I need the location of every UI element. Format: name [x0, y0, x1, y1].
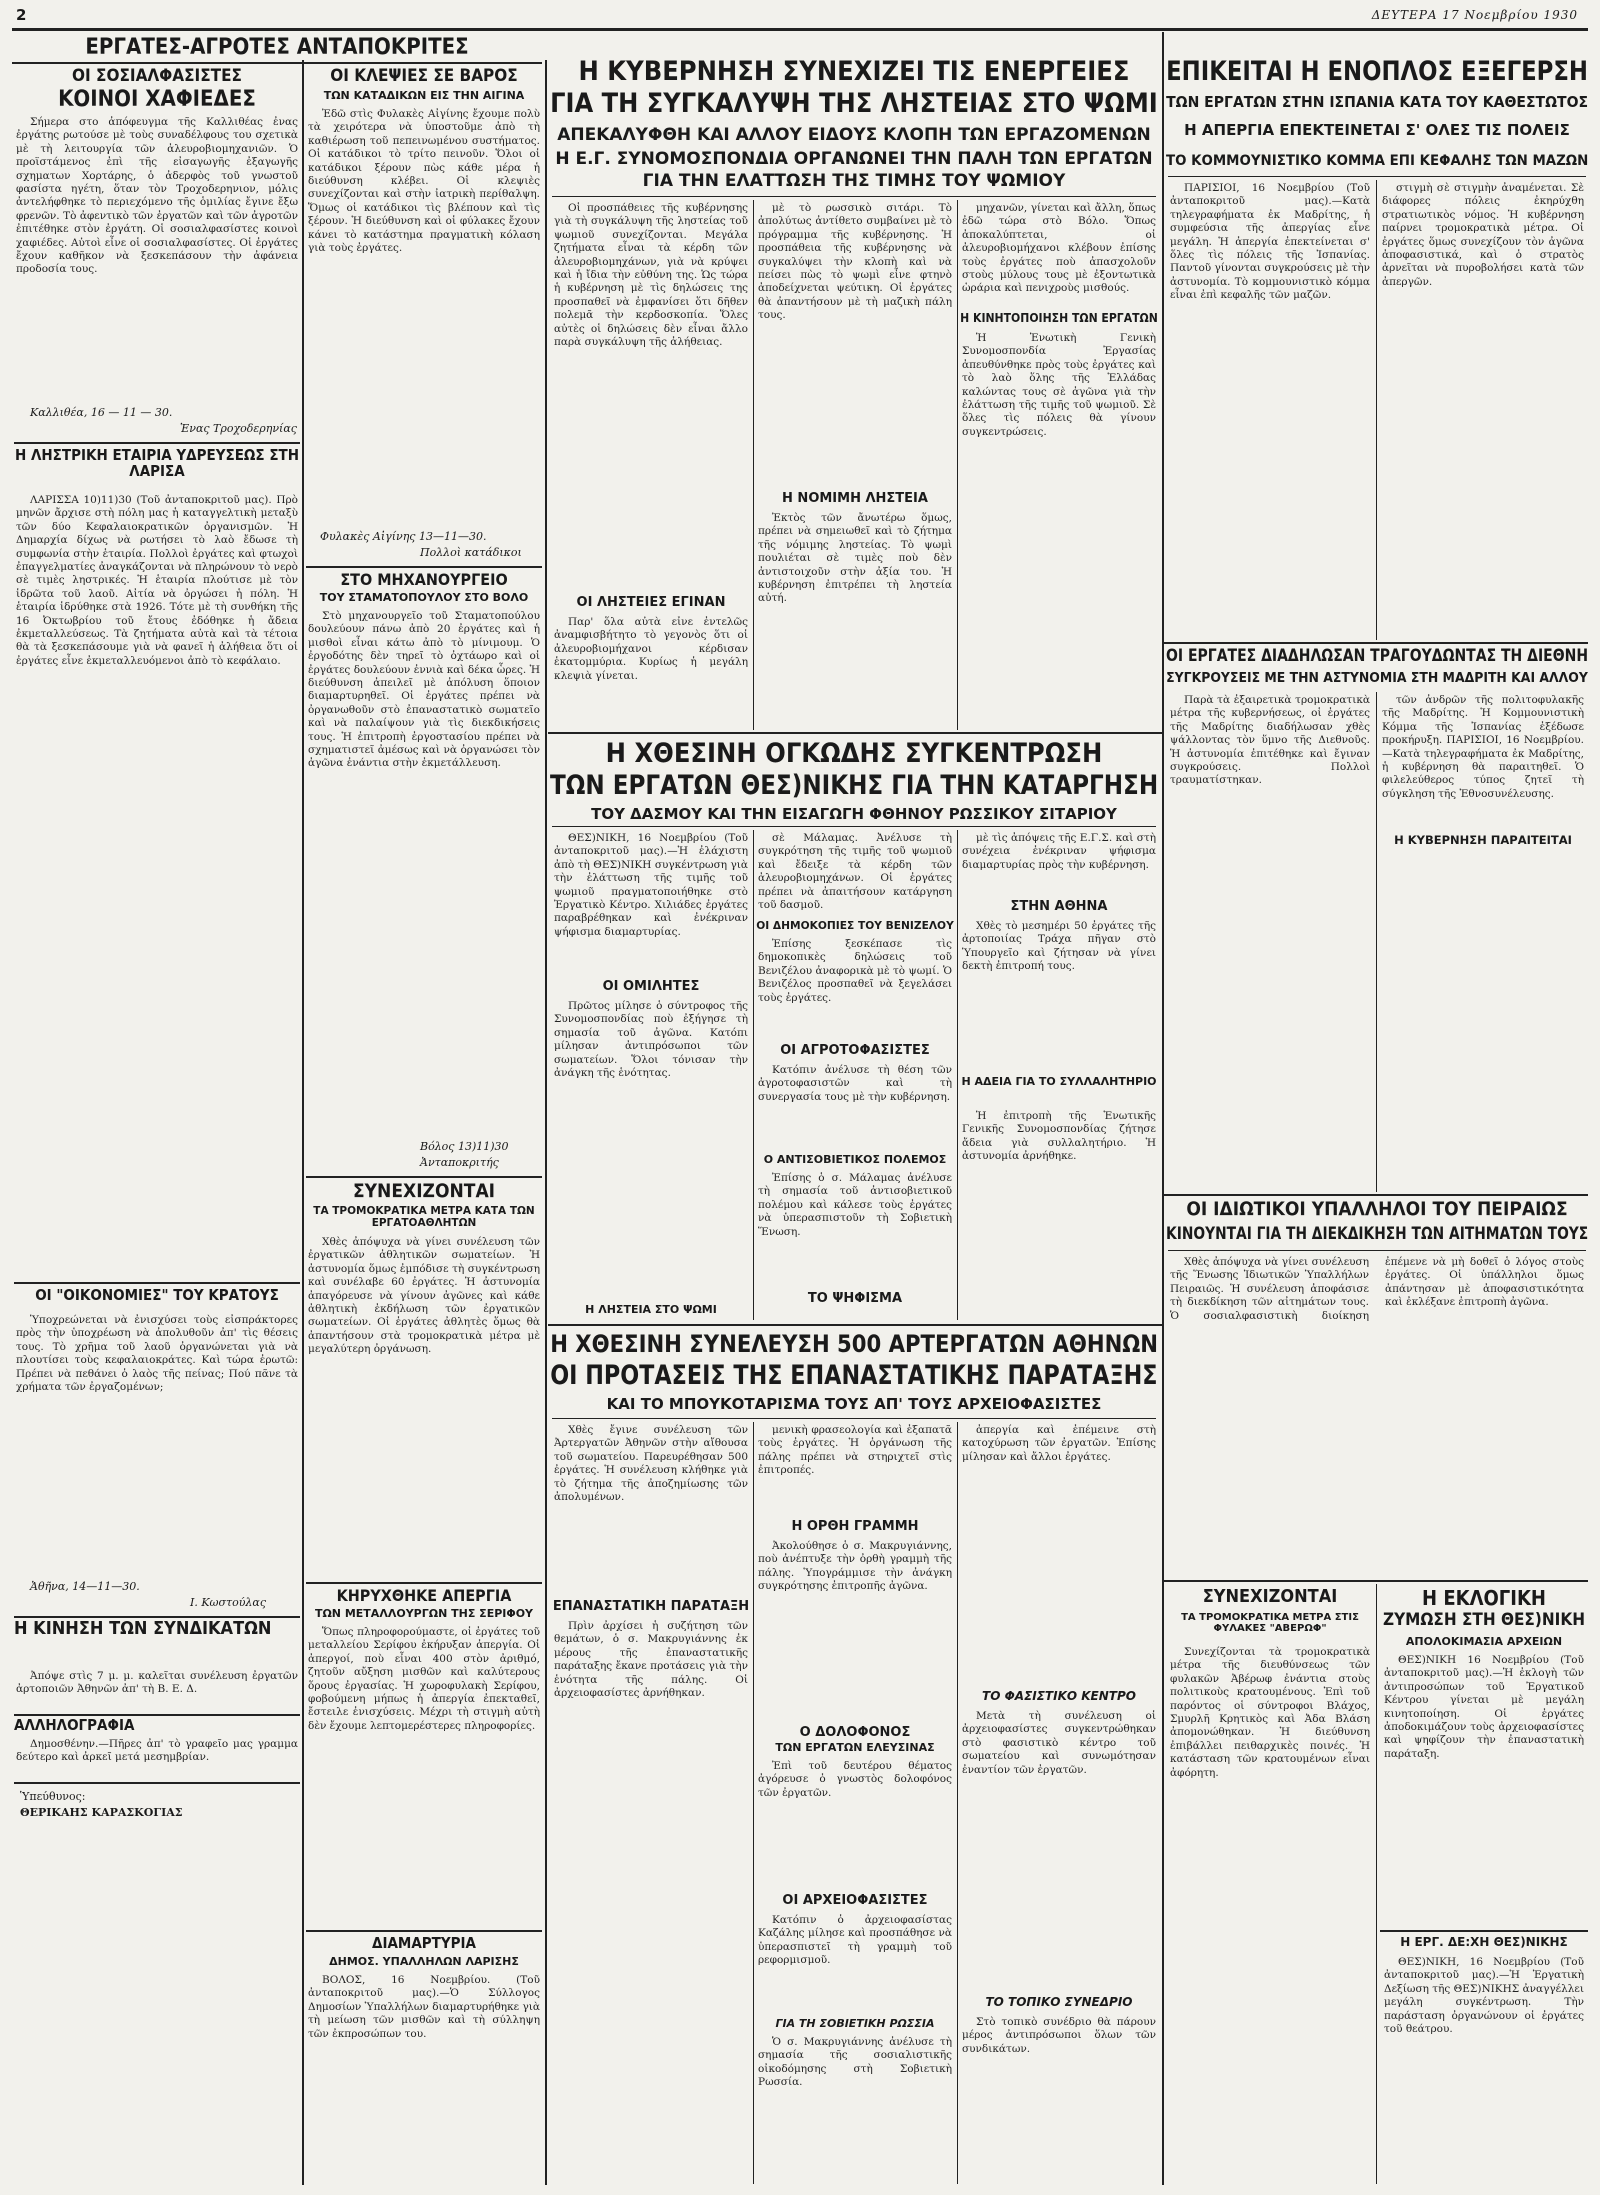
subheading: Η ΟΡΘΗ ΓΡΑΜΜΗ	[791, 1519, 919, 1534]
article-rule	[1164, 1580, 1588, 1582]
headline: ΓΙΑ ΤΗ ΣΥΓΚΑΛΥΨΗ ΤΗΣ ΛΗΣΤΕΙΑΣ ΣΤΟ ΨΩΜΙ	[550, 88, 1158, 119]
section-rule	[12, 62, 542, 64]
subheading: ΤΟ ΤΟΠΙΚΟ ΣΥΝΕΔΡΙΟ	[985, 1995, 1133, 2009]
column-rule	[1376, 180, 1377, 640]
article-body: Ἐκτὸς τῶν ἄνωτέρω ὅμως, πρέπει νὰ σημειωθεῖ καὶ τὸ ζήτημα τῆς νόμιμης ληστείας. Τὸ ψωμὶ πουλιέται σὲ τιμὲς ποὺ δὲν ἀντιστοιχοῦν στὴν ἀξία του. Ἡ κυβέρνηση ἐπιτρέπει τὴ ληστεία αὐτή.	[758, 512, 952, 605]
article-body: ΘΕΣ)ΝΙΚΗ, 16 Νοεμβρίου (Τοῦ ἀνταποκριτοῦ μας).—Ἡ Ἐργατικὴ Δεξίωση τῆς ΘΕΣ)ΝΙΚΗΣ ἀναγγέλλει μεγάλη συγκέντρωση. Τὴν παράσταση ὀργανώνουν οἱ ἐργάτες τοῦ θεάτρου.	[1384, 1956, 1584, 2036]
article-author: Πολλοὶ κατάδικοι	[420, 546, 522, 559]
headline: Η ΚΥΒΕΡΝΗΣΗ ΣΥΝΕΧΙΖΕΙ ΤΙΣ ΕΝΕΡΓΕΙΕΣ	[578, 56, 1130, 87]
article-subtitle: ΔΗΜΟΣ. ΥΠΑΛΛΗΛΩΝ ΛΑΡΙΣΗΣ	[329, 1955, 519, 1968]
deck: ΚΑΙ ΤΟ ΜΠΟΥΚΟΤΑΡΙΣΜΑ ΤΟΥΣ ΑΠ' ΤΟΥΣ ΑΡΧΕΙΟΦΑΣΙΣΤΕΣ	[606, 1395, 1102, 1413]
deck-rule	[1168, 176, 1586, 177]
subheading: Η ΑΔΕΙΑ ΓΙΑ ΤΟ ΣΥΛΛΑΛΗΤΗΡΙΟ	[961, 1075, 1157, 1088]
article-rule	[306, 566, 542, 568]
column-rule	[1376, 692, 1377, 1192]
article-title: ΟΙ ΚΛΕΨΙΕΣ ΣΕ ΒΑΡΟΣ	[330, 66, 518, 86]
article-rule	[14, 1782, 300, 1784]
article-title: ΣΥΝΕΧΙΖΟΝΤΑΙ	[352, 1180, 496, 1202]
headline: ΣΥΝΕΧΙΖΟΝΤΑΙ	[1202, 1586, 1338, 1607]
article-rule	[306, 1930, 542, 1932]
subheading: Η ΚΙΝΗΤΟΠΟΙΗΣΗ ΤΩΝ ΕΡΓΑΤΩΝ	[960, 311, 1158, 325]
article-body: Οἱ προσπάθειες τῆς κυβέρνησης γιὰ τὴ συγκάλυψη τῆς ληστείας τοῦ ψωμιοῦ συνεχίζονται. Μεγάλα ζητήματα εἶναι τὰ κέρδη τῶν ἀλευροβιομηχάνων, γιὰ νὰ κρύψει καὶ ἡ ἴδια τὴν εὐθύνη της. Ὡς τώρα ἡ κυβέρνηση μὲ τὶς δηλώσεις της προσπαθεῖ νὰ ἐμφανίσει ὅτι δῆθεν πολεμᾶ τὴν κερδοσκοπία. Ὅλες αὐτὲς οἱ δηλώσεις δὲν εἶναι ἄλλο παρὰ συγκάλυψη τῆς ἀλήθειας.	[554, 202, 748, 349]
article-body: μηχανῶν, γίνεται καὶ ἄλλη, ὅπως ἐδῶ τώρα στὸ Βόλο. Ὅπως ἀποκαλύπτεται, οἱ ἀλευροβιομήχανοι κλέβουν ἐπίσης τοὺς ἐργάτες ποὺ ἀπασχολοῦν στοὺς μύλους τους μὲ ἐξοντωτικὰ ὡράρια καὶ πενιχροὺς μισθούς.	[962, 202, 1156, 295]
column-rule	[957, 830, 958, 1320]
article-rule	[14, 1282, 300, 1284]
deck: ΚΙΝΟΥΝΤΑΙ ΓΙΑ ΤΗ ΔΙΕΚΔΙΚΗΣΗ ΤΩΝ ΑΙΤΗΜΑΤΩΝ ΤΟΥΣ	[1166, 1224, 1589, 1244]
deck: ΣΥΓΚΡΟΥΣΕΙΣ ΜΕ ΤΗΝ ΑΣΤΥΝΟΜΙΑ ΣΤΗ ΜΑΔΡΙΤΗ ΚΑΙ ΑΛΛΟΥ	[1166, 671, 1588, 686]
article-body: τῶν ἀνδρῶν τῆς πολιτοφυλακῆς τῆς Μαδρίτης. Ἡ Κομμουνιστικὴ Κόμμα τῆς Ἰσπανίας ἐξέδωσε προκήρυξη. ΠΑΡΙΣΙΟΙ, 16 Νοεμβρίου.—Κατὰ τηλεγραφήματα ἐκ Μαδρίτης, ἡ κυβέρνηση θὰ παραιτηθεῖ. Ὁ φιλελεύθερος τύπος ζητεῖ τὴ σύγκληση τῆς Ἐθνοσυνέλευσης.	[1382, 694, 1584, 800]
subheading: ΟΙ ΑΡΧΕΙΟΦΑΣΙΣΤΕΣ	[782, 1893, 928, 1908]
article-body: ΠΑΡΙΣΙΟΙ, 16 Νοεμβρίου (Τοῦ ἀνταποκριτοῦ μας).—Κατὰ τηλεγραφήματα ἐκ Μαδρίτης, ἡ συμφεύσια τῆς ἀπεργίας εἶνε μεγάλη. Ἡ ἀπεργία ἐπεκτείνεται σ' ὅλες τὶς πόλεις τῆς Ἰσπανίας. Παντοῦ γίνονται συγκρούσεις μὲ τὴν ἀστυνομία. Τὸ κομμουνιστικὸ κόμμα εἶναι ἐπὶ κεφαλῆς τῶν μαζῶν.	[1170, 182, 1370, 302]
column-rule	[753, 200, 754, 730]
article-author: Ἀνταποκριτής	[420, 1156, 499, 1169]
column-rule	[545, 60, 547, 2185]
column-rule	[1376, 1584, 1377, 2184]
subheading: ΣΤΗΝ ΑΘΗΝΑ	[1010, 899, 1108, 914]
subheading: ΟΙ ΟΜΙΛΗΤΕΣ	[602, 979, 700, 994]
article-title: ΚΗΡΥΧΘΗΚΕ ΑΠΕΡΓΙΑ	[336, 1586, 512, 1605]
subheading: Η ΚΥΒΕΡΝΗΣΗ ΠΑΡΑΙΤΕΙΤΑΙ	[1394, 833, 1572, 847]
article-title: ΑΛΛΗΛΟΓΡΑΦΙΑ	[14, 1716, 135, 1734]
subheading: ΟΙ ΑΓΡΟΤΟΦΑΣΙΣΤΕΣ	[780, 1043, 930, 1058]
subheading: Ο ΔΟΛΟΦΟΝΟΣ	[799, 1725, 911, 1740]
deck-rule	[552, 196, 1156, 197]
subheading: ΟΙ ΔΗΜΟΚΟΠΙΕΣ ΤΟΥ ΒΕΝΙΖΕΛΟΥ	[756, 919, 954, 932]
headline: ΤΩΝ ΕΡΓΑΤΩΝ ΘΕΣ)ΝΙΚΗΣ ΓΙΑ ΤΗΝ ΚΑΤΑΡΓΗΣΗ	[550, 770, 1159, 801]
article-signature: Φυλακὲς Αἰγίνης 13—11—30.	[320, 530, 487, 543]
article-rule	[548, 1324, 1162, 1326]
article-body: Ὑποχρεώνεται νὰ ἐνισχύσει τοὺς εἰσπράκτορες πρὸς τὴν ὑποχρέωση νὰ ἀπολυθοῦν ἀπ' τὶς θέσεις τους. Τὸ χρῆμα τοῦ λαοῦ ὀργανώνεται γιὰ νὰ πλουτίσει τοὺς κεφαλαιοκράτες. Καὶ τώρα ἐρωτῶ: Πρέπει νὰ πεθάνει ὁ λαὸς τῆς πείνας; Πού πᾶνε τὰ χρήματα τῶν ἐργαζομένων;	[16, 1314, 298, 1394]
article-body: Ἡ Ἑνωτικὴ Γενικὴ Συνομοσπονδία Ἐργασίας ἀπευθύνθηκε πρὸς τοὺς ἐργάτες καὶ τὸ λαὸ ὅλης τῆς Ἑλλάδας καλώντας τους σὲ ἀγῶνα γιὰ τὴν ἐλάττωση τῆς τιμῆς τοῦ ψωμιοῦ. Σὲ ὅλες τὶς πόλεις θὰ γίνουν συγκεντρώσεις.	[962, 332, 1156, 438]
publisher-name: ΘΕΡΙΚΑΗΣ ΚΑΡΑΣΚΟΓΙΑΣ	[20, 1806, 183, 1819]
article-subtitle: ΤΑ ΤΡΟΜΟΚΡΑΤΙΚΑ ΜΕΤΡΑ ΚΑΤΑ ΤΩΝ ΕΡΓΑΤΟΑΘΛΗΤΩΝ	[313, 1205, 535, 1229]
column-rule	[302, 60, 304, 2185]
article-title: ΟΙ ΣΟΣΙΑΛΦΑΣΙΣΤΕΣ	[71, 66, 243, 86]
article-rule	[306, 1176, 542, 1178]
deck: ΑΠΕΚΑΛΥΦΘΗ ΚΑΙ ΑΛΛΟΥ ΕΙΔΟΥΣ ΚΛΟΠΗ ΤΩΝ ΕΡΓΑΖΟΜΕΝΩΝ	[557, 125, 1151, 145]
deck-rule	[552, 1418, 1156, 1419]
subheading: ΤΟ ΦΑΣΙΣΤΙΚΟ ΚΕΝΤΡΟ	[982, 1689, 1136, 1703]
article-signature: Βόλος 13)11)30	[420, 1140, 509, 1153]
page-number: 2	[16, 6, 27, 24]
article-body: Ὁ σ. Μακρυγιάννης ἀνέλυσε τὴ σημασία τῆς σοσιαλιστικῆς οἰκοδόμησης στὴ Σοβιετικὴ Ρωσσία.	[758, 2036, 952, 2089]
article-body: σὲ Μάλαμας. Ἀνέλυσε τὴ συγκρότηση τῆς τιμῆς τοῦ ψωμιοῦ καὶ ἔδειξε τὰ κέρδη τῶν ἀλευροβιομηχάνων. Οἱ ἐργάτες πρέπει νὰ ἀπαιτήσουν κατάργηση τοῦ δασμοῦ.	[758, 832, 952, 912]
article-body: ἀπεργία καὶ ἐπέμεινε στὴ κατοχύρωση τῶν ἐργατῶν. Ἐπίσης μίλησαν καὶ ἄλλοι ἐργάτες.	[962, 1424, 1156, 1463]
deck: ΑΠΟΛΟΚΙΜΑΣΙΑ ΑΡΧΕΙΩΝ	[1405, 1635, 1563, 1648]
article-body: Παρ' ὅλα αὐτὰ εἶνε ἐντελῶς ἀναμφισβήτητο τὸ γεγονὸς ὅτι οἱ ἀλευροβιομήχανοι κέρδισαν ἑκατομμύρια. Κυρίως ἡ μεγάλη κλεψιὰ γίνεται.	[554, 616, 748, 682]
article-signature: Καλλιθέα, 16 — 11 — 30.	[30, 406, 173, 419]
subheading: Ο ΑΝΤΙΣΟΒΙΕΤΙΚΟΣ ΠΟΛΕΜΟΣ	[763, 1153, 947, 1166]
article-body: Ἀκολούθησε ὁ σ. Μακρυγιάννης, ποὺ ἀνέπτυξε τὴν ὀρθὴ γραμμὴ τῆς πάλης. Ὑπογράμμισε τὴν ἀνάγκη συγκρότησης ἐπιτροπῆς ἀγῶνα.	[758, 1540, 952, 1593]
article-subtitle: ΤΩΝ ΚΑΤΑΔΙΚΩΝ ΕΙΣ ΤΗΝ ΑΙΓΙΝΑ	[323, 89, 525, 102]
deck-rule	[1168, 1250, 1586, 1251]
column-rule	[753, 830, 754, 1320]
deck: ΤΟΥ ΔΑΣΜΟΥ ΚΑΙ ΤΗΝ ΕΙΣΑΓΩΓΗ ΦΘΗΝΟΥ ΡΩΣΣΙΚΟΥ ΣΙΤΑΡΙΟΥ	[591, 805, 1117, 823]
subheading: ΟΙ ΛΗΣΤΕΙΕΣ ΕΓΙΝΑΝ	[576, 595, 726, 610]
column-rule	[957, 1422, 958, 2184]
article-body: Χθὲς ἀπόψυχα νὰ γίνει συνέλευση τῆς Ἕνωσης Ἰδιωτικῶν Ὑπαλλήλων Πειραιῶς. Ἡ συνέλευση ἀποφάσισε τὴ διεκδίκηση τῶν αἰτημάτων τους. Ὁ σοσιαλφασιστικὴ διοίκηση ἐπέμενε νὰ μὴ δοθεῖ ὁ λόγος στοὺς ἐργάτες. Οἱ ὑπάλληλοι ὅμως ἀπάντησαν μὲ ἀποφασιστικότητα καὶ ἐκλέξανε ἐπιτροπὴ ἀγῶνα.	[1170, 1256, 1584, 1322]
article-rule	[1380, 1930, 1588, 1932]
article-body: ΛΑΡΙΣΣΑ 10)11)30 (Τοῦ ἀνταποκριτοῦ μας). Πρὸ μηνῶν ἄρχισε στὴ πόλη μας ἡ καταγγελτικὴ μεταξὺ τῶν δύο Κεφαλαιοκρατικῶν ὀργανισμῶν. Ἡ Δημαρχία δίχως νὰ ρωτήσει τὸ λαὸ ἔδωσε τὴ συμφωνία στὴν ἑταιρία. Πολλοὶ ἐργάτες καὶ φτωχοὶ ἐπαγγελματίες ἀναγκάζονται νὰ πληρώνουν τὸ νερὸ σὲ τιμὲς ληστρικές. Ἡ ἑταιρία πλούτισε μὲ τὸν ἱδρῶτα τοῦ λαοῦ. Αἰτία νὰ ὀργώσει ἡ πόλη. Ἡ ἑταιρία ἱδρύθηκε στὰ 1926. Τότε μὲ τὴ συνθήκη τῆς 16 Ὀκτωβρίου τοῦ ἔτους ἐδόθηκε ἡ ἄδεια ἐκμεταλλεύσεως. Τὰ ζητήματα αὐτὰ καὶ τὰ τέτοια θὰ τὰ ξεσκεπάσουμε γιὰ νὰ φανεῖ ἡ ἀλήθεια ὅτι οἱ ἐργάτες εἶνε ἐκμεταλλευόμενοι ἀπὸ τὸ κεφάλαιο.	[16, 494, 298, 667]
subheading: Η ΛΗΣΤΕΙΑ ΣΤΟ ΨΩΜΙ	[585, 1303, 717, 1316]
headline: ΖΥΜΩΣΗ ΣΤΗ ΘΕΣ)ΝΙΚΗ	[1383, 1610, 1585, 1630]
article-body: μὲ τὸ ρωσσικὸ σιτάρι. Τὸ ἀπολύτως ἀντίθετο συμβαίνει μὲ τὸ πρόγραμμα τῆς κυβέρνησης. Ἡ προσπάθεια τῆς κυβέρνησης νὰ συγκαλύψει τὴν κλοπὴ καὶ νὰ πείσει πὼς τὸ ψωμὶ εἶνε φτηνὸ ἀποδείχνεται ψεύτικη. Οἱ ἐργάτες θὰ ἀπαντήσουν μὲ τὴ μαζικὴ πάλη τους.	[758, 202, 952, 322]
headline: ΟΙ ΕΡΓΑΤΕΣ ΔΙΑΔΗΛΩΣΑΝ ΤΡΑΓΟΥΔΩΝΤΑΣ ΤΗ ΔΙΕΘΝΗ	[1166, 646, 1589, 666]
deck: ΤΟ ΚΟΜΜΟΥΝΙΣΤΙΚΟ ΚΟΜΜΑ ΕΠΙ ΚΕΦΑΛΗΣ ΤΩΝ ΜΑΖΩΝ	[1166, 153, 1589, 169]
article-body: Κατόπιν ἀνέλυσε τὴ θέση τῶν ἀγροτοφασιστῶν καὶ τὴ συνεργασία τους μὲ τὴν κυβέρνηση.	[758, 1064, 952, 1103]
subheading: Η ΝΟΜΙΜΗ ΛΗΣΤΕΙΑ	[782, 491, 928, 506]
article-body: Χθὲς τὸ μεσημέρι 50 ἐργάτες τῆς ἀρτοποιίας Τράχα πῆγαν στὸ Ὑπουργεῖο καὶ ζήτησαν νὰ γίνει δεκτὴ ἐπιτροπή τους.	[962, 920, 1156, 973]
article-rule	[1164, 642, 1588, 644]
subheading: ΓΙΑ ΤΗ ΣΟΒΙΕΤΙΚΗ ΡΩΣΣΙΑ	[775, 2017, 935, 2030]
article-body: Στὸ μηχανουργεῖο τοῦ Σταματοπούλου δουλεύουν πάνω ἀπὸ 20 ἐργάτες καὶ ἡ μισθοὶ εἶναι κάτω ἀπὸ τὸ μίνιμουμ. Ὁ ἐργοδότης δὲν τηρεῖ τὸ ὀχτάωρο καὶ οἱ ἐργάτες δουλεύουν ἐννιὰ καὶ δέκα ὧρες. Ἡ διεύθυνση ἀπειλεῖ μὲ ἀπόλυση ὅποιον διαμαρτυρηθεῖ. Οἱ ἐργάτες πρέπει νὰ ὀργανωθοῦν στὸ ἐπαναστατικὸ σωματεῖο καὶ νὰ παλαίψουν γιὰ τὶς διεκδικήσεις τους. Ἡ ἐπιτροπὴ ἐργοστασίου πρέπει νὰ σχηματιστεῖ ἀμέσως καὶ νὰ ὀργανώσει τὸν ἀγῶνα ἐνάντια στὴν ἐκμετάλλευση.	[308, 610, 540, 770]
article-body: Ὅπως πληροφορούμαστε, οἱ ἐργάτες τοῦ μεταλλείου Σερίφου ἐκήρυξαν ἀπεργία. Οἱ ἀπεργοί, ποὺ εἶναι 400 στὸν ἀριθμό, ζητοῦν αὔξηση μισθῶν καὶ καλύτερους ὅρους ἐργασίας. Ἡ χωροφυλακὴ Σερίφου, φοβούμενη μήπως ἡ ἀπεργία ἐπεκταθεῖ, ἔστειλε ἐνισχύσεις. Μέχρι τὴ στιγμὴ αὐτὴ δὲν ἔχουμε λεπτομερέστερες πληροφορίες.	[308, 1626, 540, 1732]
article-body: μὲ τὶς ἀπόψεις τῆς Ε.Γ.Σ. καὶ στὴ συνέχεια ἐνέκριναν ψήφισμα διαμαρτυρίας πρὸς τὴν κυβέρνηση.	[962, 832, 1156, 871]
article-rule	[1164, 1194, 1588, 1196]
page-header-bar	[12, 6, 1588, 26]
article-body: Σήμερα στο ἀπόφευγμα τῆς Καλλιθέας ἐνας ἐργάτης ρωτούσε μὲ τοὺς συναδέλφους του σχετικὰ μὲ τὴ λειτουργία τῶν ἀλευροβιομηχανιῶν. Ὁ προϊστάμενος ἐπὶ τῆς εἰσαγωγῆς ἐξαγωγῆς σχηματων Χορτάρης, ὁ ἀδερφὸς τοῦ γνωστοῦ φασίστα ηγέτη, ὅταν τὸν Τροχοδερηνιον, μόλις ἀντελήφθηκε τὸ περιεχόμενο τῆς ὁμιλίας ἔγινε ἔξω φρενῶν. Τὸ ἀφεντικὸ τῶν ἐργατῶν καὶ τῶν ἀγροτῶν ἐπιτέθηκε στὸν ἐργάτη. Οἱ σοσιαλφασίστες κοινοὶ χαφιέδες. Αὐτοὶ εἶνε οἱ σοσιαλφασίστες. Οἱ ἐργάτες ἔχουν καθῆκον νὰ ξεσκεπάσουν τὴν ἀφάνεια προδοσία τους.	[16, 116, 298, 276]
column-rule	[1162, 32, 1164, 2185]
article-rule	[548, 732, 1162, 734]
deck: ΤΩΝ ΕΡΓΑΤΩΝ ΣΤΗΝ ΙΣΠΑΝΙΑ ΚΑΤΑ ΤΟΥ ΚΑΘΕΣΤΩΤΟΣ	[1166, 93, 1589, 111]
article-title: Η ΛΗΣΤΡΙΚΗ ΕΤΑΙΡΙΑ ΥΔΡΕΥΣΕΩΣ ΣΤΗ ΛΑΡΙΣΑ	[14, 446, 300, 480]
article-subtitle: ΤΩΝ ΜΕΤΑΛΛΟΥΡΓΩΝ ΤΗΣ ΣΕΡΙΦΟΥ	[314, 1607, 534, 1620]
column-rule	[753, 1422, 754, 2184]
article-body: Ἐπίσης ὁ σ. Μάλαμας ἀνέλυσε τὴ σημασία τοῦ ἀντισοβιετικοῦ πολέμου καὶ κάλεσε τοὺς ἐργάτες νὰ ὑπερασπιστοῦν τὴ Σοβιετικὴ Ἕνωση.	[758, 1172, 952, 1238]
headline: ΟΙ ΠΡΟΤΑΣΕΙΣ ΤΗΣ ΕΠΑΝΑΣΤΑΤΙΚΗΣ ΠΑΡΑΤΑΞΗΣ	[550, 1360, 1158, 1391]
deck-rule	[552, 826, 1156, 827]
article-body: Χθὲς ἀπόψυχα νὰ γίνει συνέλευση τῶν ἐργατικῶν ἀθλητικῶν σωματείων. Ἡ ἀστυνομία ὅμως ἐμπόδισε τὴ συγκέντρωση καὶ συνέλαβε 60 ἐργάτες. Ἡ ἀστυνομία ἀπαγόρευσε νὰ γίνουν ἀγῶνες καὶ κάθε ἀθλητικὴ ἐκδήλωση τῶν ἐργατικῶν σωματείων. Οἱ ἐργάτες ἀθλητὲς ὅμως θὰ ἀπαντήσουν στὰ τρομοκρατικὰ μέτρα μὲ μεγαλύτερη ὀργάνωση.	[308, 1236, 540, 1356]
article-body: Ἐπίσης ξεσκέπασε τὶς δημοκοπικὲς δηλώσεις τοῦ Βενιζέλου ἀναφορικὰ μὲ τὸ ψωμί. Ὁ Βενιζέλος προσπαθεῖ νὰ ξεγελάσει τοὺς ἐργάτες.	[758, 938, 952, 1004]
article-title: Η ΚΙΝΗΣΗ ΤΩΝ ΣΥΝΔΙΚΑΤΩΝ	[14, 1618, 272, 1639]
article-title: ΟΙ "ΟΙΚΟΝΟΜΙΕΣ" ΤΟΥ ΚΡΑΤΟΥΣ	[35, 1286, 279, 1304]
deck: Η Ε.Γ. ΣΥΝΟΜΟΣΠΟΝΔΙΑ ΟΡΓΑΝΩΝΕΙ ΤΗΝ ΠΑΛΗ ΤΩΝ ΕΡΓΑΤΩΝ	[555, 149, 1153, 169]
article-body: Κατόπιν ὁ ἀρχειοφασίστας Καζάλης μίλησε καὶ προσπάθησε νὰ ὑπερασπιστεῖ τὴ γραμμὴ τοῦ ρεφορμισμοῦ.	[758, 1914, 952, 1967]
headline: ΕΠΙΚΕΙΤΑΙ Η ΕΝΟΠΛΟΣ ΕΞΕΓΕΡΣΗ	[1166, 56, 1588, 87]
subheading: ΕΠΑΝΑΣΤΑΤΙΚΗ ΠΑΡΑΤΑΞΗ	[552, 1599, 750, 1614]
article-body: Ἡ ἐπιτροπὴ τῆς Ἑνωτικῆς Γενικῆς Συνομοσπονδίας ζήτησε ἄδεια γιὰ συλλαλητήριο. Ἡ ἀστυνομία ἀρνήθηκε.	[962, 1110, 1156, 1163]
article-body: Δημοσθένην.—Πῆρες ἀπ' τὸ γραφεῖο μας γραμμα δεύτερο καὶ ἀρκεῖ μετά μεσημβρίαν.	[16, 1738, 298, 1764]
article-body: μενικὴ φρασεολογία καὶ ἐξαπατᾶ τοὺς ἐργάτες. Ἡ ὀργάνωση τῆς πάλης πρέπει νὰ στηριχτεῖ στὶς ἐπιτροπές.	[758, 1424, 952, 1477]
article-body: στιγμὴ σὲ στιγμὴν ἀναμένεται. Σὲ διάφορες πόλεις ἐκηρύχθη στρατιωτικὸς νόμος. Ἡ κυβέρνηση παίρνει τρομοκρατικὰ μέτρα. Οἱ ἐργάτες ὅμως συνεχίζουν τὸν ἀγῶνα ἀποφασιστικά, καὶ ὁ στρατὸς ἀρνεῖται νὰ πυροβολήσει κατὰ τῶν ἀπεργῶν.	[1382, 182, 1584, 288]
article-body: ΒΟΛΟΣ, 16 Νοεμβρίου. (Τοῦ ἀνταποκριτοῦ μας).—Ὁ Σύλλογος Δημοσίων Ὑπαλλήλων διαμαρτυρήθηκε γιὰ τὴ μείωση τῶν μισθῶν καὶ τὴ σύλληψη τῶν ἐκπροσώπων του.	[308, 1974, 540, 2040]
article-body: Στὸ τοπικὸ συνέδριο θὰ πάρουν μέρος ἀντιπρόσωποι ὅλων τῶν συνδικάτων.	[962, 2016, 1156, 2055]
article-body: Ἐδῶ στὶς Φυλακὲς Αἰγίνης ἔχουμε πολὺ τὰ χειρότερα νὰ ὑποστοῦμε ἀπὸ τὴ καθιέρωση τοῦ πεπεινωμένου συστήματος. Οἱ κατάδικοι τὸ τρίτο πεινοῦν. Ὅλοι οἱ κατάδικοι ξέρουν πὼς κάθε μέρα ἡ διεύθυνση κλέβει. Οἱ κλεψιὲς συνεχίζονται καὶ στὴν ἰατρικὴ περίθαλψη. Ὅμως οἱ κατάδικοι τὶς βλέπουν καὶ τὶς ξέρουν. Ἡ διεύθυνση καὶ οἱ φύλακες ἔχουν κάνει τὸ κατάστημα πραγματικὴ κόλαση γιὰ τοὺς ἐργάτες.	[308, 108, 540, 255]
deck: ΤΑ ΤΡΟΜΟΚΡΑΤΙΚΑ ΜΕΤΡΑ ΣΤΙΣ ΦΥΛΑΚΕΣ "ΑΒΕΡΩΦ"	[1181, 1612, 1359, 1634]
subheading: ΤΩΝ ΕΡΓΑΤΩΝ ΕΛΕΥΣΙΝΑΣ	[775, 1741, 935, 1754]
article-author: Ἑνας Τροχοδερηνίας	[180, 422, 297, 435]
article-body: Πρῶτος μίλησε ὁ σύντροφος τῆς Συνομοσπονδίας ποὺ ἐξήγησε τὴ σημασία τοῦ ἀγῶνα. Κατόπι μίλησαν ἀντιπρόσωποι τῶν σωματείων. Ὅλοι τόνισαν τὴν ἀνάγκη τῆς ἑνότητας.	[554, 1000, 748, 1080]
article-rule	[14, 442, 300, 444]
article-rule	[306, 1582, 542, 1584]
headline: ΟΙ ΙΔΙΩΤΙΚΟΙ ΥΠΑΛΛΗΛΟΙ ΤΟΥ ΠΕΙΡΑΙΩΣ	[1186, 1198, 1568, 1220]
date-line: ΔΕΥΤΕΡΑ 17 Νοεμβρίου 1930	[1371, 8, 1578, 22]
subheading: Η ΕΡΓ. ΔΕ:ΧΗ ΘΕΣ)ΝΙΚΗΣ	[1400, 1935, 1568, 1949]
headline: Η ΕΚΛΟΓΙΚΗ	[1422, 1586, 1546, 1610]
header-rule	[12, 28, 1588, 31]
column-rule	[957, 200, 958, 730]
article-body: Ἀπόψε στὶς 7 μ. μ. καλεῖται συνέλευση ἐργατῶν ἀρτοποιῶν Ἀθηνῶν ἀπ' τὴ Β. Ε. Δ.	[16, 1670, 298, 1696]
article-signature: Ἀθῆνα, 14—11—30.	[30, 1580, 140, 1593]
deck: Η ΑΠΕΡΓΙΑ ΕΠΕΚΤΕΙΝΕΤΑΙ Σ' ΟΛΕΣ ΤΙΣ ΠΟΛΕΙΣ	[1184, 121, 1570, 139]
article-body: ΘΕΣ)ΝΙΚΗ 16 Νοεμβρίου (Τοῦ ἀνταποκριτοῦ μας).—Ἡ ἐκλογὴ τῶν ἀντιπροσώπων τοῦ Ἐργατικοῦ Κέντρου γίνεται μὲ μεγάλη κινητοποίηση. Οἱ ἐργάτες ἀποδοκιμάζουν τοὺς ἀρχειοφασίστες καὶ ψηφίζουν τὴν ἐπαναστατικὴ παράταξη.	[1384, 1654, 1584, 1760]
deck: ΓΙΑ ΤΗΝ ΕΛΑΤΤΩΣΗ ΤΗΣ ΤΙΜΗΣ ΤΟΥ ΨΩΜΙΟΥ	[642, 171, 1066, 191]
article-body: Μετὰ τὴ συνέλευση οἱ ἀρχειοφασίστες συγκεντρώθηκαν στὸ φασιστικὸ κέντρο τοῦ σωματείου καὶ συνωμότησαν ἐναντίον τῶν ἐργατῶν.	[962, 1710, 1156, 1776]
headline: Η ΧΘΕΣΙΝΗ ΣΥΝΕΛΕΥΣΗ 500 ΑΡΤΕΡΓΑΤΩΝ ΑΘΗΝΩΝ	[550, 1330, 1159, 1358]
section-title: ΕΡΓΑΤΕΣ-ΑΓΡΟΤΕΣ ΑΝΤΑΠΟΚΡΙΤΕΣ	[85, 35, 469, 60]
article-title: ΣΤΟ ΜΗΧΑΝΟΥΡΓΕΙΟ	[340, 570, 508, 589]
subheading: ΤΟ ΨΗΦΙΣΜΑ	[807, 1291, 903, 1306]
article-body: Ἐπὶ τοῦ δευτέρου θέματος ἀγόρευσε ὁ γνωστὸς δολοφόνος τῶν ἐργατῶν.	[758, 1760, 952, 1799]
article-body: Συνεχίζονται τὰ τρομοκρατικὰ μέτρα τῆς διευθύνσεως τῶν φυλακῶν Ἀβέρωφ ἐνάντια στοὺς πολιτικοὺς κρατουμένους. Ἐπὶ τοῦ παρόντος οἱ σύντροφοι Βλάχος, Σμυρλῆ Κρητικὸς καὶ Ἀδα Βλάση ἀπομονώθηκαν. Ἡ διεύθυνση ἐπιβάλλει πειθαρχικὲς ποινές. Ἡ κατάσταση τῶν κρατουμένων εἶναι ἀφόρητη.	[1170, 1646, 1370, 1779]
article-body: Χθὲς ἔγινε συνέλευση τῶν Ἀρτεργατῶν Ἀθηνῶν στὴν αἴθουσα τοῦ σωματείου. Παρευρέθησαν 500 ἐργάτες. Ἡ συνέλευση κλήθηκε γιὰ τὸ ζήτημα τῆς ἀποζημίωσης τῶν ἀπολυμένων.	[554, 1424, 748, 1504]
article-author: Ι. Κωστούλας	[190, 1596, 266, 1609]
headline: Η ΧΘΕΣΙΝΗ ΟΓΚΩΔΗΣ ΣΥΓΚΕΝΤΡΩΣΗ	[605, 738, 1103, 769]
article-subtitle: ΤΟΥ ΣΤΑΜΑΤΟΠΟΥΛΟΥ ΣΤΟ ΒΟΛΟ	[319, 591, 529, 604]
article-body: ΘΕΣ)ΝΙΚΗ, 16 Νοεμβρίου (Τοῦ ἀνταποκριτοῦ μας).—Ἡ ἐλάχιστη ἀπὸ τὴ ΘΕΣ)ΝΙΚΗ συγκέντρωση γιὰ τὴν ἐλάττωση τῆς τιμῆς τοῦ ψωμιοῦ πραγματοποιήθηκε στὸ Ἐργατικὸ Κέντρο. Χιλιάδες ἐργάτες παραβρέθηκαν καὶ ἐνέκριναν ψήφισμα διαμαρτυρίας.	[554, 832, 748, 938]
article-subtitle: ΚΟΙΝΟΙ ΧΑΦΙΕΔΕΣ	[58, 87, 256, 112]
publisher-label: Ὑπεύθυνος:	[20, 1790, 86, 1803]
article-body: Παρὰ τὰ ἐξαιρετικὰ τρομοκρατικὰ μέτρα τῆς κυβερνήσεως, οἱ ἐργάτες τῆς Μαδρίτης διαδήλωσαν χθὲς ψάλλοντας τὸν ὕμνο τῆς Διεθνοῦς. Ἡ ἀστυνομία ἐπιτέθηκε καὶ ἔγιναν συγκρούσεις. Πολλοὶ τραυματίστηκαν.	[1170, 694, 1370, 787]
article-title: ΔΙΑΜΑΡΤΥΡΙΑ	[372, 1934, 476, 1952]
article-body: Πρὶν ἀρχίσει ἡ συζήτηση τῶν θεμάτων, ὁ σ. Μακρυγιάννης ἐκ μέρους τῆς ἐπαναστατικῆς παράταξης ἔκανε προτάσεις γιὰ τὴν ἑνότητα τῆς πάλης. Οἱ ἀρχειοφασίστες ἀρνήθηκαν.	[554, 1620, 748, 1700]
